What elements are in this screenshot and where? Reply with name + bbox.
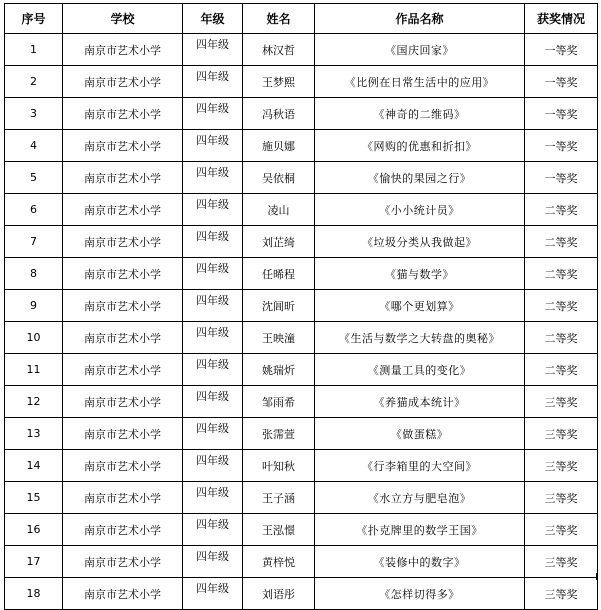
cell-seq: 9	[5, 290, 63, 322]
cell-name: 刘语彤	[243, 578, 315, 610]
cell-seq: 10	[5, 322, 63, 354]
cell-work: 《扑克牌里的数学王国》	[315, 514, 525, 546]
cell-seq: 4	[5, 130, 63, 162]
cell-award: 二等奖	[525, 322, 598, 354]
cell-school: 南京市艺术小学	[63, 194, 183, 226]
table-row	[5, 418, 598, 450]
cell-work: 《行李箱里的大空间》	[315, 450, 525, 482]
cell-award: 一等奖	[525, 66, 598, 98]
cell-grade: 四年级	[183, 98, 243, 130]
cell-name: 冯秋语	[243, 98, 315, 130]
cell-seq: 14	[5, 450, 63, 482]
cell-seq: 12	[5, 386, 63, 418]
cell-grade: 四年级	[183, 482, 243, 514]
cell-seq: 1	[5, 34, 63, 66]
cell-seq: 6	[5, 194, 63, 226]
cell-school: 南京市艺术小学	[63, 578, 183, 610]
cell-award: 一等奖	[525, 162, 598, 194]
cell-name: 刘芷绮	[243, 226, 315, 258]
cell-name: 王泓憬	[243, 514, 315, 546]
cell-name: 凌山	[243, 194, 315, 226]
cell-award: 三等奖	[525, 386, 598, 418]
header-grade: 年级	[183, 4, 243, 34]
cell-work: 《猫与数学》	[315, 258, 525, 290]
cell-work: 《小小统计员》	[315, 194, 525, 226]
cell-name: 吴依桐	[243, 162, 315, 194]
cell-grade: 四年级	[183, 514, 243, 546]
cell-school: 南京市艺术小学	[63, 514, 183, 546]
cell-seq: 7	[5, 226, 63, 258]
cell-award: 三等奖	[525, 546, 598, 578]
table-continuation-edge	[4, 573, 597, 580]
cell-work: 《神奇的二维码》	[315, 98, 525, 130]
header-school: 学校	[63, 4, 183, 34]
table-body	[5, 34, 598, 610]
cell-grade: 四年级	[183, 354, 243, 386]
header-row	[5, 4, 598, 34]
cell-name: 沈阊昕	[243, 290, 315, 322]
cell-name: 张霈萱	[243, 418, 315, 450]
cell-award: 二等奖	[525, 354, 598, 386]
cell-work: 《网购的优惠和折扣》	[315, 130, 525, 162]
cell-school: 南京市艺术小学	[63, 130, 183, 162]
cell-seq: 2	[5, 66, 63, 98]
cell-work: 《测量工具的变化》	[315, 354, 525, 386]
cell-work: 《水立方与肥皂泡》	[315, 482, 525, 514]
cell-seq: 13	[5, 418, 63, 450]
award-table	[4, 3, 598, 610]
cell-work: 《怎样切得多》	[315, 578, 525, 610]
table-row	[5, 514, 598, 546]
cell-seq: 3	[5, 98, 63, 130]
cell-name: 王梦熙	[243, 66, 315, 98]
cell-school: 南京市艺术小学	[63, 322, 183, 354]
cell-award: 三等奖	[525, 578, 598, 610]
cell-work: 《比例在日常生活中的应用》	[315, 66, 525, 98]
cell-school: 南京市艺术小学	[63, 290, 183, 322]
header-seq: 序号	[5, 4, 63, 34]
header-name: 姓名	[243, 4, 315, 34]
cell-award: 一等奖	[525, 130, 598, 162]
cell-seq: 15	[5, 482, 63, 514]
header-work: 作品名称	[315, 4, 525, 34]
cell-name: 施贝娜	[243, 130, 315, 162]
table-row	[5, 258, 598, 290]
cell-award: 一等奖	[525, 34, 598, 66]
cell-seq: 18	[5, 578, 63, 610]
cell-grade: 四年级	[183, 130, 243, 162]
cell-award: 二等奖	[525, 194, 598, 226]
cell-seq: 8	[5, 258, 63, 290]
cell-work: 《垃圾分类从我做起》	[315, 226, 525, 258]
table-row	[5, 386, 598, 418]
table-row	[5, 322, 598, 354]
cell-grade: 四年级	[183, 162, 243, 194]
cell-school: 南京市艺术小学	[63, 546, 183, 578]
cell-school: 南京市艺术小学	[63, 66, 183, 98]
cell-award: 三等奖	[525, 514, 598, 546]
table-row	[5, 194, 598, 226]
cell-work: 《国庆回家》	[315, 34, 525, 66]
table-row	[5, 354, 598, 386]
cell-grade: 四年级	[183, 34, 243, 66]
cell-school: 南京市艺术小学	[63, 162, 183, 194]
cell-award: 二等奖	[525, 226, 598, 258]
cell-grade: 四年级	[183, 450, 243, 482]
cell-grade: 四年级	[183, 66, 243, 98]
cell-work: 《愉快的果园之行》	[315, 162, 525, 194]
cell-award: 一等奖	[525, 98, 598, 130]
cell-name: 王子涵	[243, 482, 315, 514]
cell-school: 南京市艺术小学	[63, 258, 183, 290]
cell-name: 林汉哲	[243, 34, 315, 66]
table-row	[5, 66, 598, 98]
cell-work: 《生活与数学之大转盘的奥秘》	[315, 322, 525, 354]
cell-grade: 四年级	[183, 418, 243, 450]
cell-grade: 四年级	[183, 290, 243, 322]
table-row	[5, 162, 598, 194]
cell-grade: 四年级	[183, 194, 243, 226]
table-row	[5, 290, 598, 322]
cell-grade: 四年级	[183, 546, 243, 578]
cell-award: 二等奖	[525, 290, 598, 322]
cell-school: 南京市艺术小学	[63, 418, 183, 450]
table-row	[5, 34, 598, 66]
cell-name: 姚瑞炘	[243, 354, 315, 386]
cell-seq: 5	[5, 162, 63, 194]
cell-work: 《装修中的数字》	[315, 546, 525, 578]
cell-grade: 四年级	[183, 258, 243, 290]
table-row	[5, 578, 598, 610]
cell-school: 南京市艺术小学	[63, 98, 183, 130]
cell-seq: 11	[5, 354, 63, 386]
cell-award: 二等奖	[525, 258, 598, 290]
cell-school: 南京市艺术小学	[63, 34, 183, 66]
cell-grade: 四年级	[183, 386, 243, 418]
cell-school: 南京市艺术小学	[63, 450, 183, 482]
cell-name: 任晞程	[243, 258, 315, 290]
cell-school: 南京市艺术小学	[63, 386, 183, 418]
cell-grade: 四年级	[183, 578, 243, 610]
table-row	[5, 450, 598, 482]
cell-name: 邹雨希	[243, 386, 315, 418]
cell-grade: 四年级	[183, 322, 243, 354]
header-award: 获奖情况	[525, 4, 598, 34]
cell-name: 黄梓悦	[243, 546, 315, 578]
table-row	[5, 98, 598, 130]
table-row	[5, 130, 598, 162]
table-row	[5, 482, 598, 514]
cell-work: 《做蛋糕》	[315, 418, 525, 450]
cell-school: 南京市艺术小学	[63, 226, 183, 258]
cell-award: 三等奖	[525, 418, 598, 450]
table-row	[5, 226, 598, 258]
cell-seq: 17	[5, 546, 63, 578]
cell-school: 南京市艺术小学	[63, 354, 183, 386]
cell-work: 《养猫成本统计》	[315, 386, 525, 418]
cell-work: 《哪个更划算》	[315, 290, 525, 322]
cell-award: 三等奖	[525, 450, 598, 482]
cell-award: 三等奖	[525, 482, 598, 514]
cell-school: 南京市艺术小学	[63, 482, 183, 514]
cell-name: 叶知秋	[243, 450, 315, 482]
cell-name: 王映潼	[243, 322, 315, 354]
cell-seq: 16	[5, 514, 63, 546]
cell-grade: 四年级	[183, 226, 243, 258]
